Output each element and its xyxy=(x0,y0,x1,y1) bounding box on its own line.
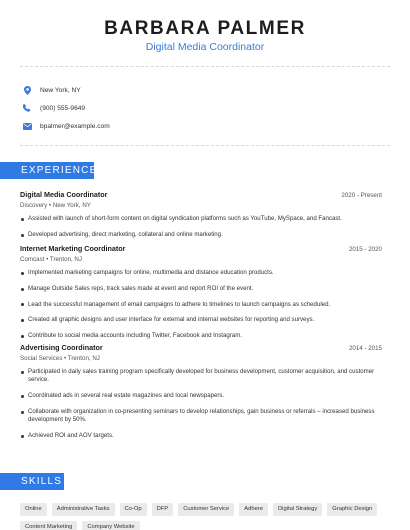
contact-location-text: New York, NY xyxy=(40,86,81,94)
resume-name: BARBARA PALMER xyxy=(104,18,306,39)
skill-chip: Digital Strategy xyxy=(273,503,322,516)
job-company: Comcast • Trenton, NJ xyxy=(20,256,82,263)
location-pin-icon xyxy=(22,85,32,95)
job-dates: 2014 - 2015 xyxy=(348,345,382,352)
job-dates: 2020 - Present xyxy=(341,192,382,199)
resume-title: Digital Media Coordinator xyxy=(145,41,265,53)
job-title: Advertising Coordinator xyxy=(20,343,103,352)
skill-chip: Customer Service xyxy=(178,503,234,516)
job-company: Social Services • Trenton, NJ xyxy=(20,355,100,362)
contact-email-text[interactable]: bpalmer@example.com xyxy=(40,122,110,130)
skills-list xyxy=(20,503,390,530)
email-icon xyxy=(22,121,32,131)
section-skills-heading: SKILLS xyxy=(0,473,64,490)
divider-contact xyxy=(20,145,390,146)
skill-chip: DFP xyxy=(152,503,174,516)
job-title: Digital Media Coordinator xyxy=(20,190,108,199)
bullet-item: Assisted with launch of short-form content on digital syndication platforms such as YouTube, MySpace, and Fancast. xyxy=(20,215,382,223)
contact-email[interactable] xyxy=(22,119,110,133)
bullet-item: Collaborate with organization in co-presenting seminars to develop relationships, gain business or referrals – increased business development by 50%. xyxy=(20,408,382,425)
bullet-item: Lead the successful management of email campaigns to adhere to timelines to launch campaigns as scheduled. xyxy=(20,301,382,309)
bullet-item: Contribute to social media accounts including Twitter, Facebook and Instagram. xyxy=(20,332,382,340)
bullet-item: Coordinated ads in several real estate magazines and local newspapers. xyxy=(20,392,382,400)
divider-top xyxy=(20,66,390,67)
bullet-item: Implemented marketing campaigns for online, multimedia and distance education products. xyxy=(20,269,382,277)
skill-chip: Co-Op xyxy=(120,503,147,516)
skill-chip: Content Marketing xyxy=(20,521,77,530)
bullet-item: Created all graphic designs and user interface for external and internal websites for reporting and surveys. xyxy=(20,316,382,324)
bullet-item: Participated in daily sales training program specifically developed for business development, customer acquisition, and customer service. xyxy=(20,368,382,385)
job-bullets xyxy=(20,368,382,441)
skill-chip: Graphic Design xyxy=(327,503,377,516)
contact-phone-text: (900) 555-9649 xyxy=(40,104,86,112)
job-title: Internet Marketing Coordinator xyxy=(20,244,126,253)
job-company: Discovery • New York, NY xyxy=(20,202,91,209)
bullet-item: Developed advertising, direct marketing, collateral and online marketing. xyxy=(20,231,382,239)
phone-icon xyxy=(22,103,32,113)
skill-chip: Online xyxy=(20,503,47,516)
job-entry xyxy=(20,244,382,348)
bullet-item: Manage Outside Sales reps, track sales made at event and report ROI of the event. xyxy=(20,285,382,293)
skill-chip: Company Website xyxy=(82,521,139,530)
contact-phone xyxy=(22,101,85,115)
contact-location xyxy=(22,83,81,97)
job-entry xyxy=(20,343,382,448)
job-bullets xyxy=(20,215,382,239)
job-bullets xyxy=(20,269,382,341)
job-entry xyxy=(20,190,382,247)
bullet-item: Achieved ROI and AOV targets. xyxy=(20,432,382,440)
job-dates: 2015 - 2020 xyxy=(348,246,382,253)
skill-chip: Administrative Tasks xyxy=(52,503,115,516)
skill-chip: Adhere xyxy=(239,503,268,516)
section-experience-heading: EXPERIENCE xyxy=(0,162,94,179)
